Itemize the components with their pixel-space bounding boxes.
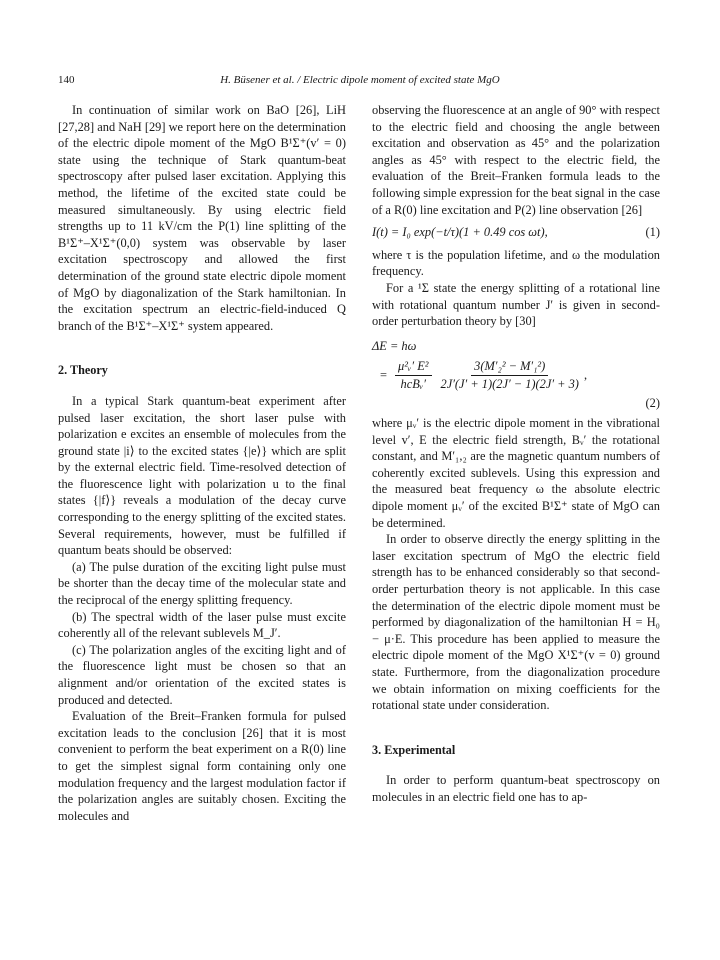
fraction-1-denominator: hcBᵥ′ [400,376,426,391]
equation-2-line-1: ΔE = hω [372,338,417,353]
fraction-2-numerator: 3(M′₂² − M′₁²) [471,358,548,376]
running-header [58,74,662,90]
requirement-c: (c) The polarization angles of the exciting light and of the fluorescence light must be chosen so that an alignment and/or orientation of the excited states is produced and detected. [58,642,346,707]
equation-2 [372,338,660,411]
equation-2-equals: = [380,368,387,383]
running-title: H. Büsener et al. / Electric dipole moment of excited state MgO [220,74,500,86]
section-heading-theory: 2. Theory [58,363,108,378]
equation-1-number: (1) [645,225,660,240]
section-heading-experimental: 3. Experimental [372,742,456,757]
equation-2-number: (2) [645,395,660,410]
equation-2-comma: , [583,368,588,383]
theory-paragraph-1: In a typical Stark quantum-beat experiment after pulsed laser excitation, the short laser pulse with polarization e excites an ensemble of molecules from the ground state |i⟩ to the excited states {|e⟩} which are split by the external electric field. Time-resolved detection of the fluorescence light with polarization u to the final states {|f⟩} reveals a modulation of the decay curve corresponding to the energy splitting of the excited states. Several requirements, however, must be fulfilled if quantum beats should be observed: [58,393,346,558]
fraction-1-numerator: μ²ᵥ′ E² [395,358,432,376]
requirement-a: (a) The pulse duration of the exciting light pulse must be shorter than the decay time of the molecular state and the reciprocal of the energy splitting frequency. [58,559,346,608]
equation-1-body: I(t) = I₀ exp(−t/τ)(1 + 0.49 cos ωt), [372,225,548,240]
experimental-paragraph-1: In order to perform quantum-beat spectroscopy on molecules in an electric field one has to ap- [372,773,660,804]
theory-paragraph-2: Evaluation of the Breit–Franken formula for pulsed excitation leads to the conclusion [26] that it is most convenient to perform the beat experiment on a R(0) line to get the simplest signal form containing only one modulation frequency and the largest modulation factor if the polarization angles are suitably chosen. Exciting the molecules and [58,709,346,823]
intro-paragraph: In continuation of similar work on BaO [26], LiH [27,28] and NaH [29] we report here on the determination of the electric dipole moment of the MgO B¹Σ⁺(v′ = 0) state using the technique of Stark quantum-beat spectroscopy after pulsed laser excitation. Applying this method, the lifetime of the excited state could be measured simultaneously. By using electric field strengths up to 11 kV/cm the P(1) line splitting of the B¹Σ⁺–X¹Σ⁺(0,0) system was observable by laser excitation spectroscopy and allowed the first determination of the ground state electric dipole moment of MgO by diagonalization of the Stark hamiltonian. In the excitation spectrum an electric-field-induced Q branch of the B¹Σ⁺–X¹Σ⁺ system appeared. [58,103,346,333]
page-number: 140 [58,74,75,86]
fraction-2-denominator: 2J′(J′ + 1)(2J′ − 1)(2J′ + 3) [440,376,579,391]
diagonalization-paragraph: In order to observe directly the energy splitting in the laser excitation spectrum of MgO the electric field strength has to be enhanced considerably so that second-order perturbation theory is not applicable. In this case the determination of the electric dipole moment must be performed by diagonalization of the hamiltonian H = H₀ − μ·E. This procedure has been applied to measure the electric dipole moment of the MgO X¹Σ⁺(v = 0) ground state. Furthermore, from the diagonalization procedure we obtain information on mixing coefficients for the rotational state under consideration. [372,532,660,713]
left-column [58,102,346,824]
equation-2-fraction-2 [438,358,582,392]
equation-1 [372,224,660,241]
continuation-paragraph: observing the fluorescence at an angle of 90° with respect to the electric field and choosing the angle between excitation and observation as 45° and the polarization angles as 45° with respect to the electric field, the evaluation of the Breit–Franken formula leads to the following simple expression for the beat signal in the case of a R(0) line excitation and P(2) line observation [26] [372,103,661,217]
equation-2-fraction-1 [395,358,432,392]
splitting-intro: For a ¹Σ state the energy splitting of a rotational line with rotational quantum number J′ is given in second-order perturbation theory by [30] [372,280,660,329]
right-column [372,102,660,806]
dipole-definition: where μᵥ′ is the electric dipole moment in the vibrational level v′, E the electric field strength, Bᵥ′ the rotational constant, and M′₁,₂ are the magnetic quantum numbers of coherently excited sublevels. Using this expression and the measured beat frequency ω the absolute electric dipole moment μᵥ′ of the excited B¹Σ⁺ state of MgO can be determined. [372,416,660,530]
requirement-b: (b) The spectral width of the laser pulse must excite coherently all of the relevant sublevels M_J′. [58,609,346,641]
lifetime-definition: where τ is the population lifetime, and ω the modulation frequency. [372,247,660,279]
